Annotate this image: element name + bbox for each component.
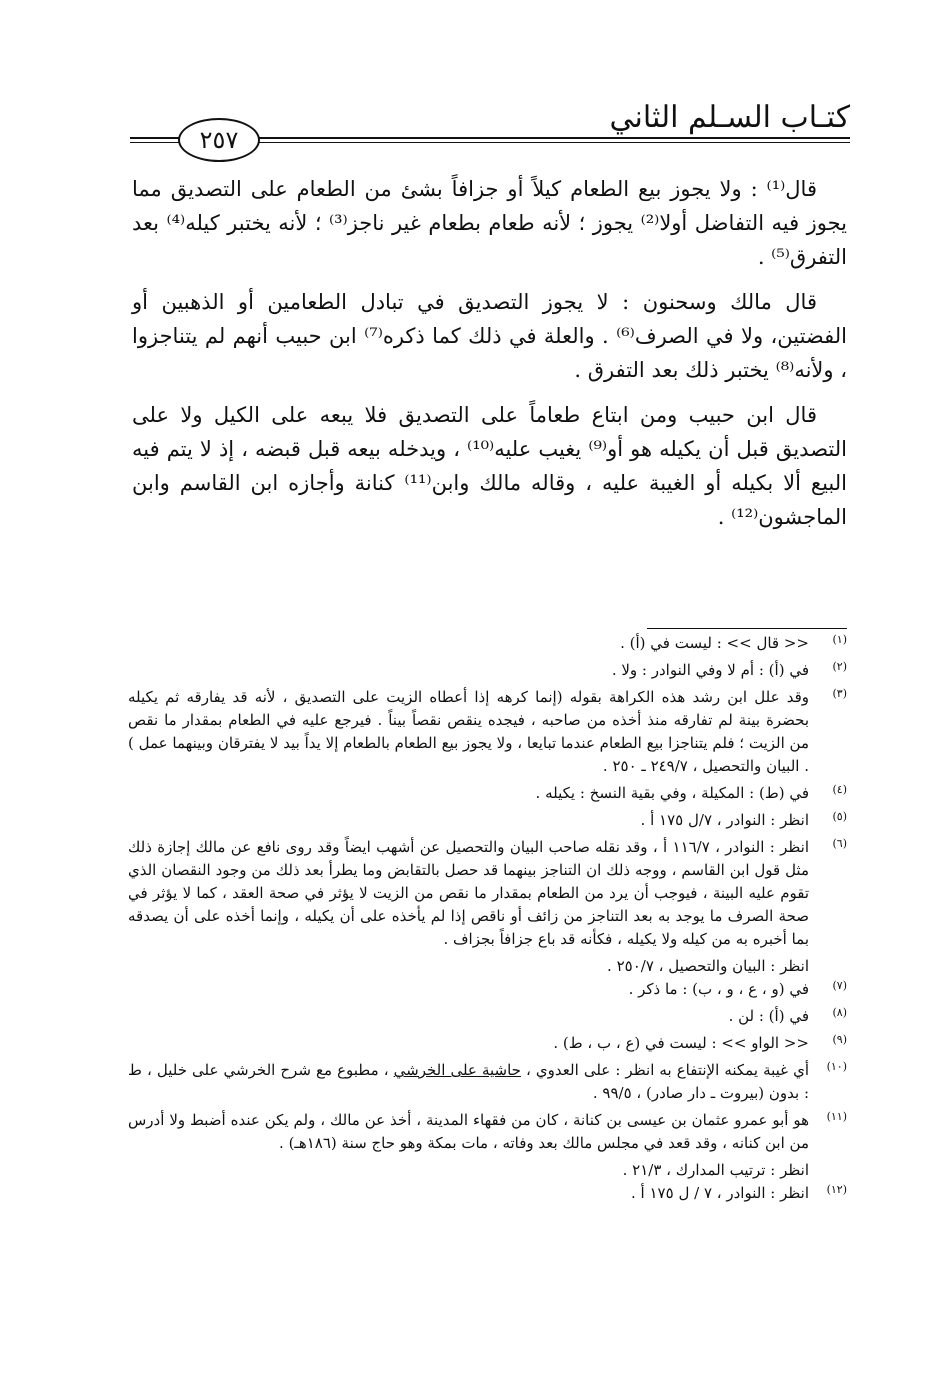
footnote (128, 1059, 847, 1105)
footnote-number: (١٠) (826, 1060, 847, 1073)
footnote-reference: انظر : ترتيب المدارك ، ٢١/٣ . (622, 1161, 809, 1179)
paragraph: قال ابن حبيب ومن ابتاع طعاماً على التصديق فلا يبعه على الكيل ولا على التصديق قبل أن يكيله هو أو⁽⁹⁾ يغيب عليه⁽¹⁰⁾ ، ويدخله بيعه قبل قبضه ، إذ لا يتم فيه البيع ألا بكيله أو الغيبة عليه ، وقاله مالك وابن⁽¹¹⁾ كنانة وأجازه ابن القاسم وابن الماجشون⁽¹²⁾ . (132, 403, 847, 529)
footnote-number: (١١) (826, 1110, 847, 1123)
footnote (128, 1032, 847, 1055)
running-header-title: كتـاب السـلم الثاني (609, 100, 850, 135)
footnote-number: (٢) (832, 660, 847, 673)
footnote (128, 1182, 847, 1205)
footnote-text: انظر : النوادر ، ٧ / ل ١٧٥ أ . (631, 1184, 809, 1202)
page-number: ٢٥٧ (178, 118, 260, 162)
footnote (128, 659, 847, 682)
footnote-number: (٦) (832, 837, 847, 850)
footnote-text: انظر : النوادر ، ٧/ل ١٧٥ أ . (640, 811, 809, 829)
footnote-number: (٧) (832, 979, 847, 992)
footnote-number: (٣) (832, 687, 847, 700)
underlined-title: حاشية على الخرشي (393, 1061, 521, 1079)
footnotes (128, 632, 847, 1209)
footnote-text-part: أي غيبة يمكنه الإنتفاع به انظر : على العدوي ، (520, 1061, 810, 1079)
footnote-text: في (أ) : لن . (728, 1007, 809, 1025)
footnote (128, 1005, 847, 1028)
footnote-number: (٩) (832, 1033, 847, 1046)
footnote (128, 836, 847, 951)
footnote-number: (١٢) (826, 1183, 847, 1196)
footnote-separator (647, 628, 847, 629)
footnote (128, 978, 847, 1001)
footnote-text: << قال >> : ليست في (أ) . (620, 634, 809, 652)
footnote (128, 1109, 847, 1155)
footnote (128, 782, 847, 805)
paragraph: قال مالك وسحنون : لا يجوز التصديق في تبادل الطعامين أو الذهبين أو الفضتين، ولا في الصرف⁽⁶⁾ . والعلة في ذلك كما ذكره⁽⁷⁾ ابن حبيب أنهم لم يتناجزوا ، ولأنه⁽⁸⁾ يختبر ذلك بعد التفرق . (132, 290, 847, 382)
footnote-text (128, 1059, 809, 1105)
footnote-text: << الواو >> : ليست في (ع ، ب ، ط) . (553, 1034, 809, 1052)
footnote-reference: انظر : البيان والتحصيل ، ٢٥٠/٧ . (607, 957, 809, 975)
main-text (132, 172, 847, 545)
footnote-number: (٤) (832, 783, 847, 796)
footnote-text: في (أ) : أم لا وفي النوادر : ولا . (611, 661, 809, 679)
footnote-number: (٨) (832, 1006, 847, 1019)
footnote (128, 809, 847, 832)
footnote-text: في (ط) : المكيلة ، وفي بقية النسخ : يكيله . (535, 784, 809, 802)
paragraph: قال⁽¹⁾ : ولا يجوز بيع الطعام كيلاً أو جزافاً بشئ من الطعام على التصديق مما يجوز فيه التفاضل أولا⁽²⁾ يجوز ؛ لأنه طعام بطعام غير ناجز⁽³⁾ ؛ لأنه يختبر كيله⁽⁴⁾ بعد التفرق⁽⁵⁾ . (132, 177, 847, 269)
footnote-number: (١) (832, 633, 847, 646)
footnote (128, 632, 847, 655)
footnote-text: انظر : النوادر ، ١١٦/٧ أ ، وقد نقله صاحب البيان والتحصيل عن أشهب ايضاً وقد روى نافع عن مالك إجازة ذلك مثل قول ابن القاسم ، ووجه ذلك ان التناجز بينهما قد حصل بالتقابض وما يطرأ بعد ذلك من وجود النقصان الذي تقوم عليه البينة ، فيوجب أن يرد من الطعام بمقدار ما نقص من الزيت لا يؤثر في صحة العقد ، كما لا يؤثر في صحة الصرف ما يوجد به بعد التناجز من زائف أو ناقص إذا لم يأخذه على أن يكيله ، وإنما أخذه على أن يصدقه بما أخبره به من كيله ولا يكيله ، فكأنه قد باع جزافاً بجزاف . (128, 838, 809, 948)
footnote-text: وقد علل ابن رشد هذه الكراهة بقوله (إنما كرهه إذا أعطاه الزيت على التصديق ، لأنه قد يفارقه ثم يكيله بحضرة بينة لم تفارقه منذ أخذه من صاحبه ، فيجده ينقص نقصاً بيناً . فيرجع عليه في الطعام بمقدار ما نقص من الزيت ؛ فلم يتناجزا بيع الطعام عندما تبايعا ، ولا يجوز بيع الطعام بالطعام إلا يداً بيد لا يفترقان وبينهما عمل ) . البيان والتحصيل ، ٢٤٩/٧ ـ ٢٥٠ . (128, 688, 809, 775)
footnote-text-part: ، مطبوع مع شرح الخرشي على خليل ، ط : بدون (بيروت ـ دار صادر) ، ٩٩/٥ . (128, 1061, 809, 1102)
footnote-text: في (و ، ع ، و ، ب) : ما ذكر . (628, 980, 809, 998)
footnote-text: هو أبو عمرو عثمان بن عيسى بن كنانة ، كان من فقهاء المدينة ، أخذ عن مالك ، ولم يكن عنده أضبط ولا أدرس من ابن كنانه ، وقد قعد في مجلس مالك بعد وفاته ، مات بمكة وهو حاج سنة (١٨٦هـ) . (128, 1111, 809, 1152)
footnote (128, 686, 847, 778)
footnote-number: (٥) (832, 810, 847, 823)
